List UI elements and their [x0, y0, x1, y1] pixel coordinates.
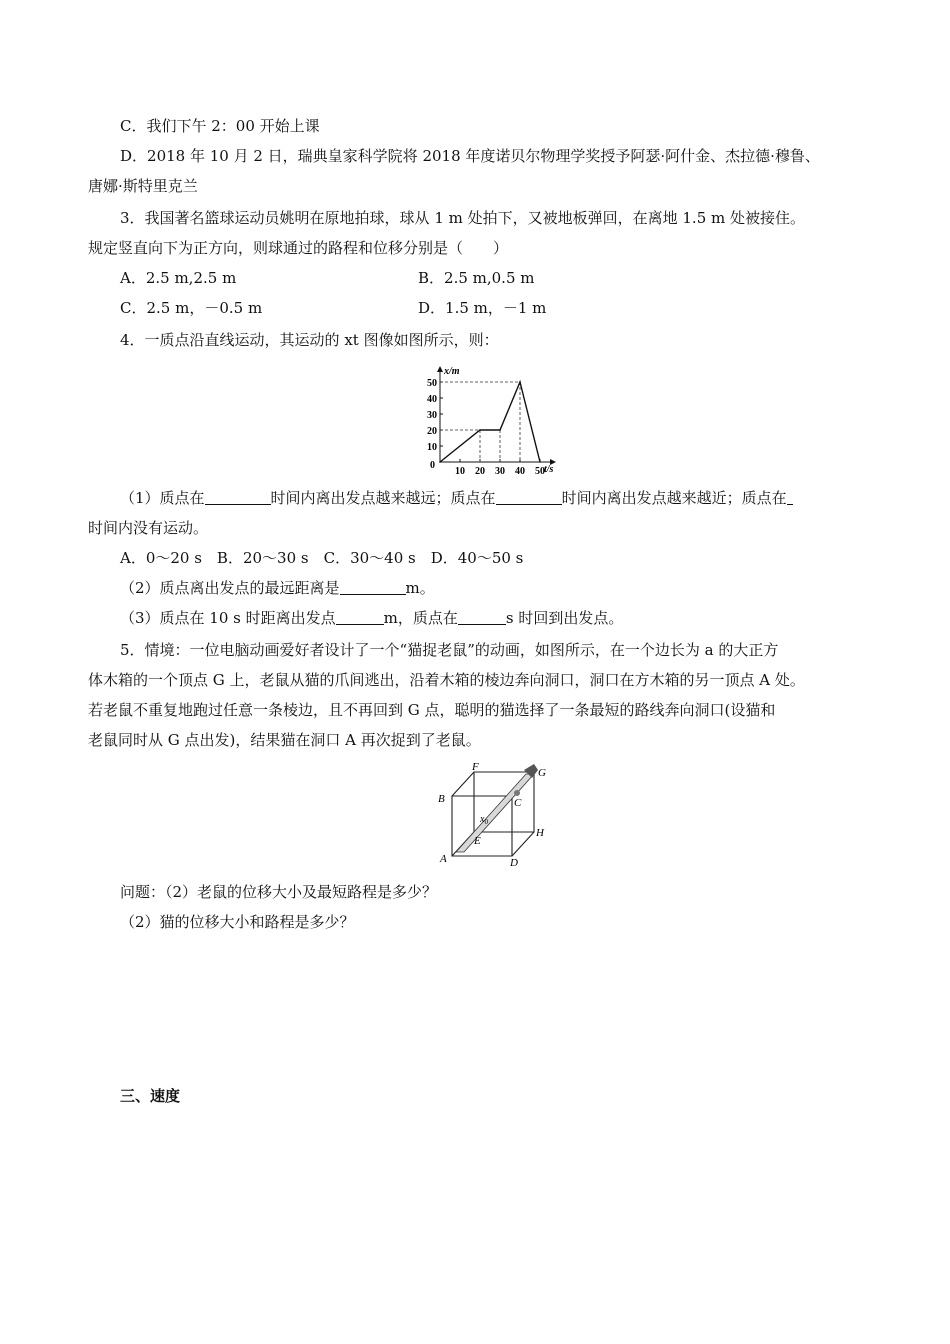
- q4-part1-text-c: 时间内离出发点越来越近；质点在: [561, 489, 787, 507]
- x-tick-label: 10: [455, 466, 465, 477]
- label-D: D: [510, 857, 518, 868]
- q4-part2: [120, 578, 435, 598]
- q4-part1-text-b: 时间内离出发点越来越远；质点在: [270, 489, 496, 507]
- data-point: [539, 461, 541, 463]
- data-point: [479, 429, 481, 431]
- y-axis-label: x/m: [444, 366, 460, 377]
- x-tick-label: 50: [535, 466, 545, 477]
- y-tick-label: 40: [427, 394, 437, 405]
- q4-part3-text-c: s 时回到出发点。: [505, 609, 624, 627]
- q4-options: A．0～20 s B．20～30 s C．30～40 s D．40～50 s: [120, 549, 524, 567]
- q5-question2: （2）猫的位移大小和路程是多少？: [120, 913, 355, 931]
- q4-stem: 4．一质点沿直线运动，其运动的 xt 图像如图所示，则：: [120, 331, 499, 349]
- y-tick-label: 20: [427, 426, 437, 437]
- label-x0: [479, 814, 488, 826]
- q5-stem-line4: 老鼠同时从 G 点出发)，结果猫在洞口 A 再次捉到了老鼠。: [88, 731, 481, 749]
- q5-question1: 问题：（2）老鼠的位移大小及最短路程是多少？: [120, 883, 438, 901]
- q2-option-d-line2: 唐娜·斯特里克兰: [88, 177, 198, 195]
- q3-option-c: C．2.5 m，－0.5 m: [120, 299, 263, 317]
- x-tick-label: 30: [495, 466, 505, 477]
- y-tick-label: 50: [427, 378, 437, 389]
- cube-edge: [512, 832, 534, 856]
- data-series-line: [440, 382, 540, 462]
- x-tick-label: 40: [515, 466, 525, 477]
- label-G: G: [538, 767, 546, 779]
- cube-edge: [452, 772, 474, 796]
- q3-option-d: D．1.5 m，－1 m: [418, 299, 547, 317]
- label-B: B: [438, 793, 445, 805]
- y-axis-arrow: [437, 366, 443, 372]
- data-point: [439, 461, 441, 463]
- q3-option-b: B．2.5 m,0.5 m: [418, 269, 535, 287]
- q3-stem-line2: 规定竖直向下为正方向，则球通过的路程和位移分别是（ ）: [88, 239, 509, 257]
- origin-label: 0: [430, 460, 435, 471]
- answer-blank[interactable]: [205, 490, 271, 505]
- q2-option-c: C．我们下午 2：00 开始上课: [120, 117, 320, 135]
- q3-option-a: A．2.5 m,2.5 m: [120, 269, 237, 287]
- label-x0-sub: 0: [484, 818, 488, 826]
- q5-stem-line3: 若老鼠不重复地跑过任意一条棱边，且不再回到 G 点，聪明的猫选择了一条最短的路线奔向洞口(设猫和: [88, 701, 776, 719]
- label-E: E: [474, 835, 481, 847]
- q4-part1-line2: 时间内没有运动。: [88, 519, 209, 537]
- q4-part3-text-a: （3）质点在 10 s 时距离出发点: [120, 609, 336, 627]
- q4-part3: [120, 608, 623, 628]
- answer-blank[interactable]: [787, 490, 793, 505]
- x-tick-label: 20: [475, 466, 485, 477]
- answer-blank[interactable]: [336, 610, 384, 625]
- label-F: F: [472, 761, 479, 773]
- q4-part2-text-b: m。: [405, 579, 435, 597]
- cube-figure: [434, 760, 554, 868]
- q3-stem-line1: 3．我国著名篮球运动员姚明在原地拍球，球从 1 m 处拍下，又被地板弹回，在离地 1.5 m 处被接住。: [120, 209, 806, 227]
- xt-graph: [418, 358, 568, 478]
- label-H: H: [536, 827, 544, 839]
- cat-path-strip: [456, 774, 534, 852]
- label-x0-main: x: [480, 814, 485, 825]
- q4-part1-line1: [120, 488, 793, 508]
- q4-part3-text-b: m，质点在: [383, 609, 458, 627]
- y-tick-label: 10: [427, 442, 437, 453]
- q5-stem-line1: 5．情境：一位电脑动画爱好者设计了一个“猫捉老鼠”的动画，如图所示，在一个边长为 a 的大正方: [120, 641, 779, 659]
- answer-blank[interactable]: [340, 580, 406, 595]
- data-point: [519, 381, 521, 383]
- answer-blank[interactable]: [458, 610, 506, 625]
- label-A: A: [440, 853, 447, 865]
- answer-blank[interactable]: [496, 490, 562, 505]
- q5-stem-line2: 体木箱的一个顶点 G 上，老鼠从猫的爪间逃出，沿着木箱的棱边奔向洞口，洞口在方木箱的另一顶点 A 处。: [88, 671, 805, 689]
- data-point: [499, 429, 501, 431]
- label-C: C: [514, 797, 522, 809]
- q4-part1-text-a: （1）质点在: [120, 489, 205, 507]
- x-axis-label: t/s: [544, 464, 554, 475]
- section-heading-speed: 三、速度: [120, 1087, 181, 1105]
- y-tick-label: 30: [427, 410, 437, 421]
- q4-part2-text-a: （2）质点离出发点的最远距离是: [120, 579, 340, 597]
- q2-option-d-line1: D．2018 年 10 月 2 日，瑞典皇家科学院将 2018 年度诺贝尔物理学奖授予阿瑟·阿什金、杰拉德·穆鲁、: [120, 147, 820, 165]
- mouse-dot-icon: [514, 790, 520, 796]
